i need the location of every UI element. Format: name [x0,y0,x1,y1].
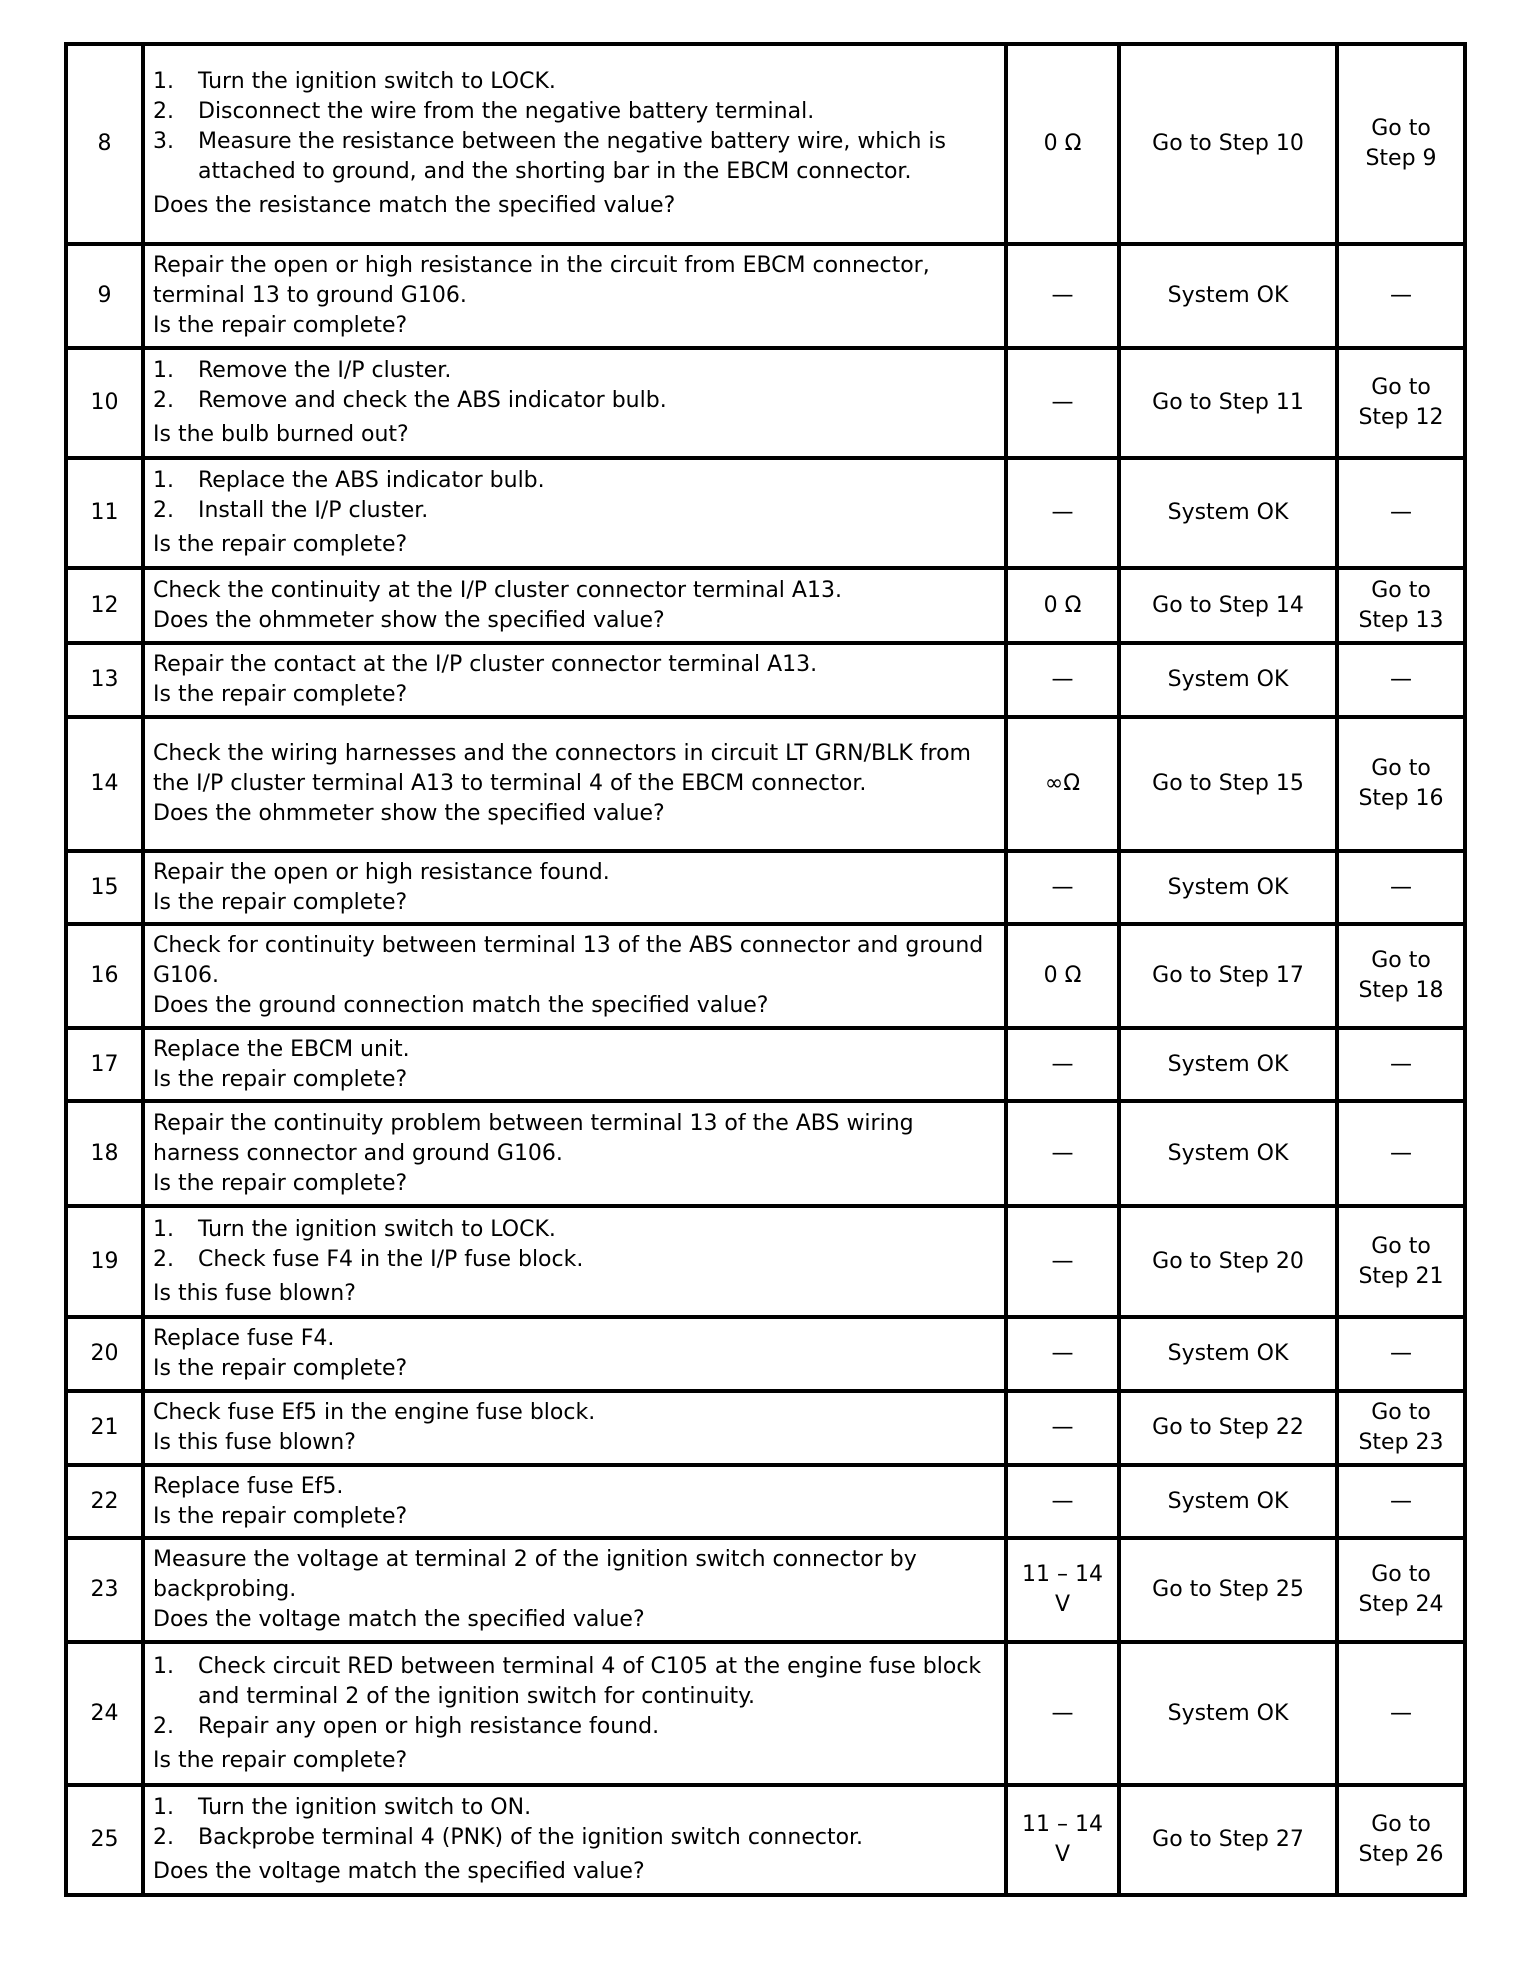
action-item [153,1793,998,1823]
item-text: Backprobe terminal 4 (PNK) of the ignition switch connector. [198,1825,864,1850]
step-number: 21 [66,1391,143,1465]
table-row [66,1101,1465,1206]
item-text: Turn the ignition switch to ON. [198,1795,532,1820]
action-cell [143,458,1006,568]
yes-cell: System OK [1119,1028,1337,1101]
step-number: 23 [66,1538,143,1642]
action-text: Replace fuse F4. Is the repair complete? [153,1326,408,1381]
item-text: Install the I/P cluster. [198,498,429,523]
item-number: 1. [153,1653,174,1679]
yes-cell: System OK [1119,458,1337,568]
action-text: Check for continuity between terminal 13 of the ABS connector and ground G106. Does the ground connection match the specified value? [153,933,984,1018]
no-cell: — [1337,1101,1465,1206]
step-number: 8 [66,44,143,244]
yes-cell: Go to Step 15 [1119,717,1337,851]
step-number: 20 [66,1317,143,1391]
action-cell [143,1785,1006,1895]
action-cell [143,924,1006,1028]
action-item [153,67,998,97]
no-cell: — [1337,643,1465,717]
no-cell: Go to Step 18 [1337,924,1465,1028]
yes-cell: System OK [1119,244,1337,348]
value-cell: — [1006,348,1119,458]
step-number: 22 [66,1465,143,1538]
table-row [66,717,1465,851]
action-cell [143,1101,1006,1206]
step-number: 14 [66,717,143,851]
action-text: Does the resistance match the specified value? [153,193,676,218]
item-number: 1. [153,1795,174,1820]
yes-cell: System OK [1119,1465,1337,1538]
value-cell: — [1006,1206,1119,1317]
item-number: 2. [153,1246,174,1272]
no-cell: Go to Step 16 [1337,717,1465,851]
no-cell: Go to Step 13 [1337,568,1465,643]
step-number: 17 [66,1028,143,1101]
step-number: 24 [66,1642,143,1785]
action-item [153,1823,998,1853]
action-cell [143,244,1006,348]
table-row [66,1538,1465,1642]
value-cell: — [1006,1465,1119,1538]
step-number: 13 [66,643,143,717]
step-number: 19 [66,1206,143,1317]
item-text: Remove and check the ABS indicator bulb. [198,388,667,413]
step-number: 11 [66,458,143,568]
item-text: Turn the ignition switch to LOCK. [198,69,556,94]
action-cell [143,1317,1006,1391]
table-row [66,1642,1465,1785]
value-cell: — [1006,1101,1119,1206]
action-item [153,466,998,496]
value-cell: — [1006,244,1119,348]
value-cell: — [1006,1642,1119,1785]
item-text: Replace the ABS indicator bulb. [198,468,545,493]
yes-cell: System OK [1119,1642,1337,1785]
action-item [153,1245,998,1275]
table-row [66,643,1465,717]
yes-cell: Go to Step 22 [1119,1391,1337,1465]
action-item [153,1712,998,1742]
yes-cell: System OK [1119,643,1337,717]
item-number: 3. [153,129,174,154]
value-cell: — [1006,1317,1119,1391]
action-item [153,97,998,127]
action-cell [143,1028,1006,1101]
action-item [153,356,998,386]
step-number: 25 [66,1785,143,1895]
no-cell: Go to Step 23 [1337,1391,1465,1465]
action-text: Does the voltage match the specified value? [153,1859,645,1884]
yes-cell: System OK [1119,1101,1337,1206]
item-number: 1. [153,1216,174,1242]
value-cell: — [1006,851,1119,924]
action-cell [143,717,1006,851]
item-text: Repair any open or high resistance found. [198,1713,660,1739]
action-text: Is the repair complete? [153,1747,408,1773]
value-cell: 11 – 14 V [1006,1538,1119,1642]
item-number: 2. [153,99,174,124]
action-text: Replace the EBCM unit. Is the repair complete? [153,1036,410,1092]
item-number: 2. [153,388,174,413]
value-cell: — [1006,458,1119,568]
value-cell: 0 Ω [1006,44,1119,244]
no-cell: Go to Step 12 [1337,348,1465,458]
step-number: 18 [66,1101,143,1206]
no-cell: — [1337,244,1465,348]
value-cell: — [1006,1391,1119,1465]
table-row [66,44,1465,244]
no-cell: Go to Step 21 [1337,1206,1465,1317]
item-text: Remove the I/P cluster. [198,358,452,383]
yes-cell: Go to Step 14 [1119,568,1337,643]
action-item [153,1215,998,1245]
item-text: Check circuit RED between terminal 4 of C105 at the engine fuse block and terminal 2 of the ignition switch for continuity. [198,1653,982,1709]
value-cell: 11 – 14 V [1006,1785,1119,1895]
action-text: Check fuse Ef5 in the engine fuse block. Is this fuse blown? [153,1400,596,1455]
action-item [153,386,998,416]
yes-cell: Go to Step 27 [1119,1785,1337,1895]
item-number: 2. [153,498,174,523]
action-text: Repair the contact at the I/P cluster connector terminal A13. Is the repair complete? [153,652,818,707]
action-text: Repair the open or high resistance in the circuit from EBCM connector, terminal 13 to ground G106. Is the repair complete? [153,253,930,338]
table-row [66,568,1465,643]
table-row [66,1465,1465,1538]
no-cell: — [1337,1317,1465,1391]
table-row [66,1785,1465,1895]
value-cell: — [1006,1028,1119,1101]
action-text: Repair the open or high resistance found. Is the repair complete? [153,859,610,915]
action-text: Replace fuse Ef5. Is the repair complete? [153,1473,408,1529]
action-text: Is the bulb burned out? [153,422,409,447]
no-cell: Go to Step 9 [1337,44,1465,244]
action-cell [143,348,1006,458]
table-row [66,924,1465,1028]
no-cell: — [1337,851,1465,924]
no-cell: — [1337,458,1465,568]
table-row [66,348,1465,458]
item-text: Check fuse F4 in the I/P fuse block. [198,1246,584,1272]
action-cell [143,1206,1006,1317]
no-cell: — [1337,1465,1465,1538]
step-number: 15 [66,851,143,924]
action-text: Measure the voltage at terminal 2 of the ignition switch connector by backprobing. Does the voltage match the specified value? [153,1547,917,1632]
action-cell [143,44,1006,244]
table-row [66,851,1465,924]
item-text: Turn the ignition switch to LOCK. [198,1216,556,1242]
item-number: 1. [153,358,174,383]
step-number: 12 [66,568,143,643]
value-cell: 0 Ω [1006,568,1119,643]
yes-cell: System OK [1119,1317,1337,1391]
step-number: 10 [66,348,143,458]
action-cell [143,1642,1006,1785]
action-cell [143,1391,1006,1465]
yes-cell: Go to Step 10 [1119,44,1337,244]
action-text: Check the wiring harnesses and the connectors in circuit LT GRN/BLK from the I/P cluster terminal A13 to terminal 4 of the EBCM connector. Does the ohmmeter show the specified value? [153,741,971,826]
item-text: Measure the resistance between the negative battery wire, which is attached to ground, and the shorting bar in the EBCM connector. [198,129,946,184]
yes-cell: Go to Step 11 [1119,348,1337,458]
table-row [66,1317,1465,1391]
yes-cell: System OK [1119,851,1337,924]
no-cell: Go to Step 24 [1337,1538,1465,1642]
value-cell: — [1006,643,1119,717]
action-cell [143,1538,1006,1642]
action-cell [143,851,1006,924]
table-row [66,1028,1465,1101]
value-cell: ∞Ω [1006,717,1119,851]
action-text: Is the repair complete? [153,532,408,557]
yes-cell: Go to Step 17 [1119,924,1337,1028]
action-text: Check the continuity at the I/P cluster connector terminal A13. Does the ohmmeter show the specified value? [153,577,842,633]
no-cell: — [1337,1028,1465,1101]
action-cell [143,568,1006,643]
table-row [66,1206,1465,1317]
action-text: Is this fuse blown? [153,1280,356,1306]
action-item [153,127,998,187]
step-number: 16 [66,924,143,1028]
item-number: 1. [153,69,174,94]
table-row [66,244,1465,348]
no-cell: Go to Step 26 [1337,1785,1465,1895]
no-cell: — [1337,1642,1465,1785]
item-text: Disconnect the wire from the negative battery terminal. [198,99,815,124]
yes-cell: Go to Step 20 [1119,1206,1337,1317]
action-cell [143,1465,1006,1538]
value-cell: 0 Ω [1006,924,1119,1028]
item-number: 2. [153,1825,174,1850]
action-text: Repair the continuity problem between terminal 13 of the ABS wiring harness connector and ground G106. Is the repair complete? [153,1110,914,1196]
table-row [66,1391,1465,1465]
item-number: 2. [153,1713,174,1739]
table-row [66,458,1465,568]
action-cell [143,643,1006,717]
item-number: 1. [153,468,174,493]
action-item [153,496,998,526]
diagnostic-table [64,42,1467,1897]
yes-cell: Go to Step 25 [1119,1538,1337,1642]
step-number: 9 [66,244,143,348]
action-item [153,1652,998,1712]
